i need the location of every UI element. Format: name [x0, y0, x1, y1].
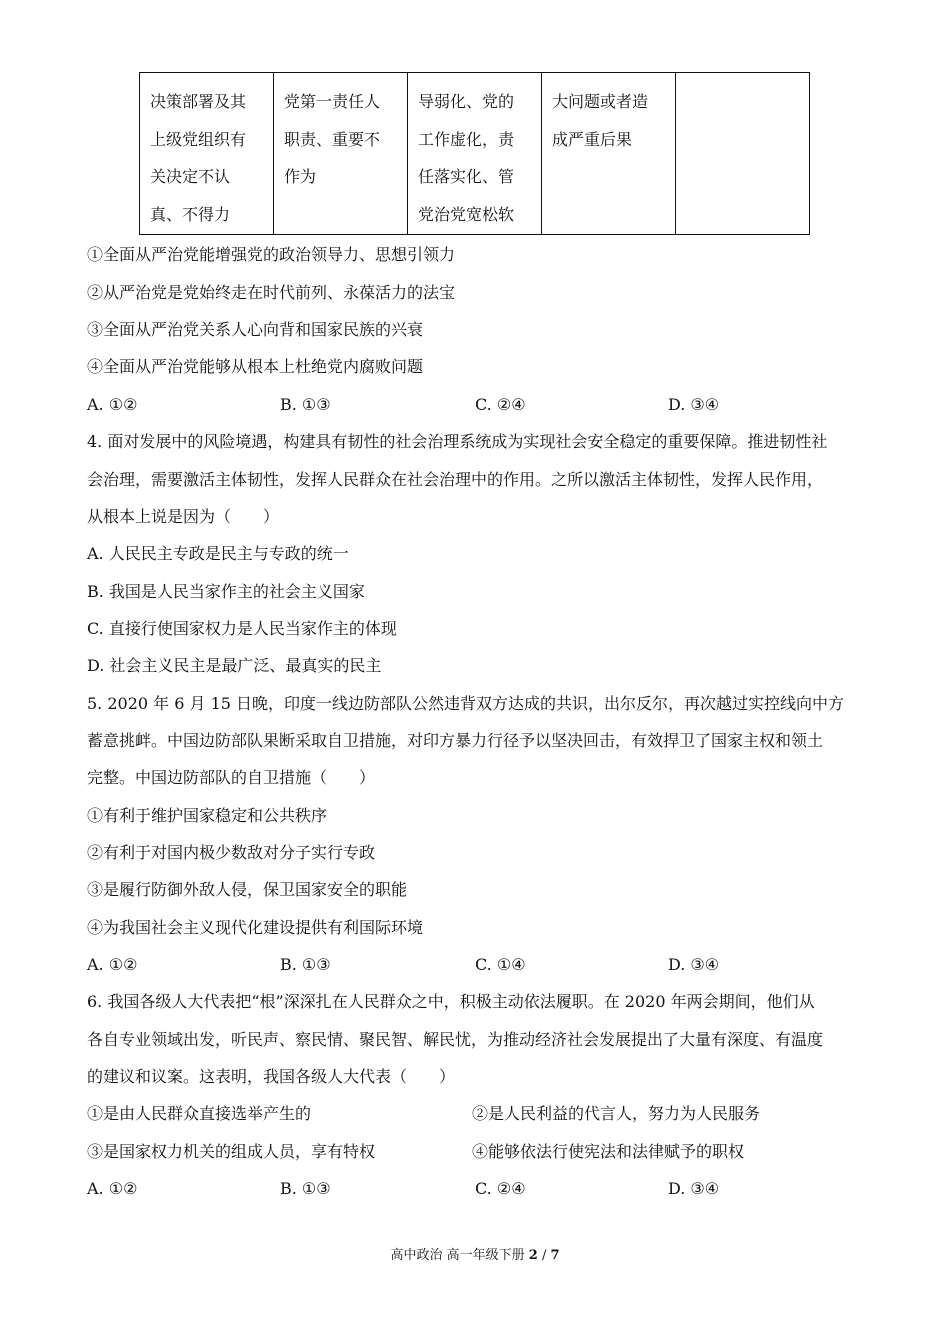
q6-stem-line-2: 各自专业领域出发，听民声、察民情、聚民智、解民忧，为推动经济社会发展提出了大量有深度、有温度 — [87, 1030, 824, 1049]
q6-stem-line-1: 6. 我国各级人大代表把“根”深深扎在人民群众之中，积极主动依法履职。在 2020 年两会期间，他们从 — [87, 992, 815, 1011]
cell-line: 上级党组织有 — [150, 129, 247, 149]
table-cell — [140, 73, 274, 235]
page-footer — [0, 1244, 950, 1263]
cell-line: 党第一责任人 — [284, 92, 381, 111]
q3-option-b[interactable]: B. ①③ — [280, 395, 331, 414]
q4-stem-line-2: 会治理，需要激活主体韧性，发挥人民群众在社会治理中的作用。之所以激活主体韧性，发挥人民作用， — [87, 470, 824, 489]
q3-item-2: ②从严治党是党始终走在时代前列、永葆活力的法宝 — [87, 283, 456, 302]
q5-option-a[interactable]: A. ①② — [87, 955, 138, 974]
q6-item-1: ①是由人民群众直接选举产生的 — [87, 1104, 312, 1123]
table-row — [140, 73, 810, 235]
q3-option-c[interactable]: C. ②④ — [475, 395, 526, 414]
q4-option-a[interactable]: A. 人民民主专政是民主与专政的统一 — [87, 544, 349, 563]
q3-item-1: ①全面从严治党能增强党的政治领导力、思想引领力 — [87, 245, 456, 264]
cell-line: 任落实化、管 — [418, 167, 515, 186]
table-cell — [542, 73, 676, 235]
q5-item-2: ②有利于对国内极少数敌对分子实行专政 — [87, 843, 376, 862]
q5-option-b[interactable]: B. ①③ — [280, 955, 331, 974]
q4-option-c[interactable]: C. 直接行使国家权力是人民当家作主的体现 — [87, 619, 397, 638]
q3-option-a[interactable]: A. ①② — [87, 395, 138, 414]
q5-item-1: ①有利于维护国家稳定和公共秩序 — [87, 806, 328, 825]
q6-option-b[interactable]: B. ①③ — [280, 1179, 331, 1198]
table-cell — [408, 73, 542, 235]
cell-line: 真、不得力 — [150, 204, 231, 224]
cell-line: 导弱化、党的 — [418, 92, 515, 111]
cell-line: 决策部署及其 — [150, 92, 247, 111]
footer-page-number: 2 — [528, 1248, 538, 1263]
q5-item-3: ③是履行防御外敌人侵，保卫国家安全的职能 — [87, 880, 408, 899]
q5-stem-line-1: 5. 2020 年 6 月 15 日晚，印度一线边防部队公然违背双方达成的共识，出尔反尔，再次越过实控线向中方 — [87, 694, 845, 713]
q6-option-d[interactable]: D. ③④ — [668, 1179, 720, 1198]
q6-item-4: ④能够依法行使宪法和法律赋予的职权 — [472, 1142, 745, 1161]
q6-option-c[interactable]: C. ②④ — [475, 1179, 526, 1198]
table-cell — [274, 73, 408, 235]
q5-option-d[interactable]: D. ③④ — [668, 955, 720, 974]
q5-item-4: ④为我国社会主义现代化建设提供有利国际环境 — [87, 918, 424, 937]
q3-option-d[interactable]: D. ③④ — [668, 395, 720, 414]
q5-option-c[interactable]: C. ①④ — [475, 955, 526, 974]
q5-stem-line-2: 蓄意挑衅。中国边防部队果断采取自卫措施，对印方暴力行径予以坚决回击，有效捍卫了国家主权和领土 — [87, 731, 824, 750]
footer-separator: / — [537, 1248, 551, 1263]
q6-item-3: ③是国家权力机关的组成人员，享有特权 — [87, 1142, 376, 1161]
q3-item-3: ③全面从严治党关系人心向背和国家民族的兴衰 — [87, 320, 424, 339]
cell-line: 大问题或者造 — [552, 92, 649, 111]
cell-line: 工作虚化，责 — [418, 129, 515, 149]
q3-item-4: ④全面从严治党能够从根本上杜绝党内腐败问题 — [87, 357, 424, 376]
cell-line: 职责、重要不 — [284, 129, 381, 149]
cell-line: 关决定不认 — [150, 167, 231, 186]
q4-stem-line-1: 4. 面对发展中的风险境遇，构建具有韧性的社会治理系统成为实现社会安全稳定的重要保障。推进韧性社 — [87, 432, 828, 451]
cell-line: 党治党宽松软 — [418, 204, 515, 224]
q6-item-2: ②是人民利益的代言人，努力为人民服务 — [472, 1104, 761, 1123]
q6-stem-line-3: 的建议和议案。这表明，我国各级人大代表（ ） — [87, 1067, 456, 1086]
q4-option-b[interactable]: B. 我国是人民当家作主的社会主义国家 — [87, 582, 365, 601]
q5-stem-line-3: 完整。中国边防部队的自卫措施（ ） — [87, 768, 376, 787]
table-cell-empty — [676, 73, 810, 235]
cell-line: 成严重后果 — [552, 129, 633, 149]
cell-line: 作为 — [284, 167, 317, 186]
q4-stem-line-3: 从根本上说是因为（ ） — [87, 507, 280, 526]
q6-option-a[interactable]: A. ①② — [87, 1179, 138, 1198]
continuation-table — [139, 72, 810, 235]
footer-subject: 高中政治 高一年级下册 — [390, 1248, 525, 1263]
footer-page-total: 7 — [550, 1248, 560, 1263]
q4-option-d[interactable]: D. 社会主义民主是最广泛、最真实的民主 — [87, 656, 382, 675]
